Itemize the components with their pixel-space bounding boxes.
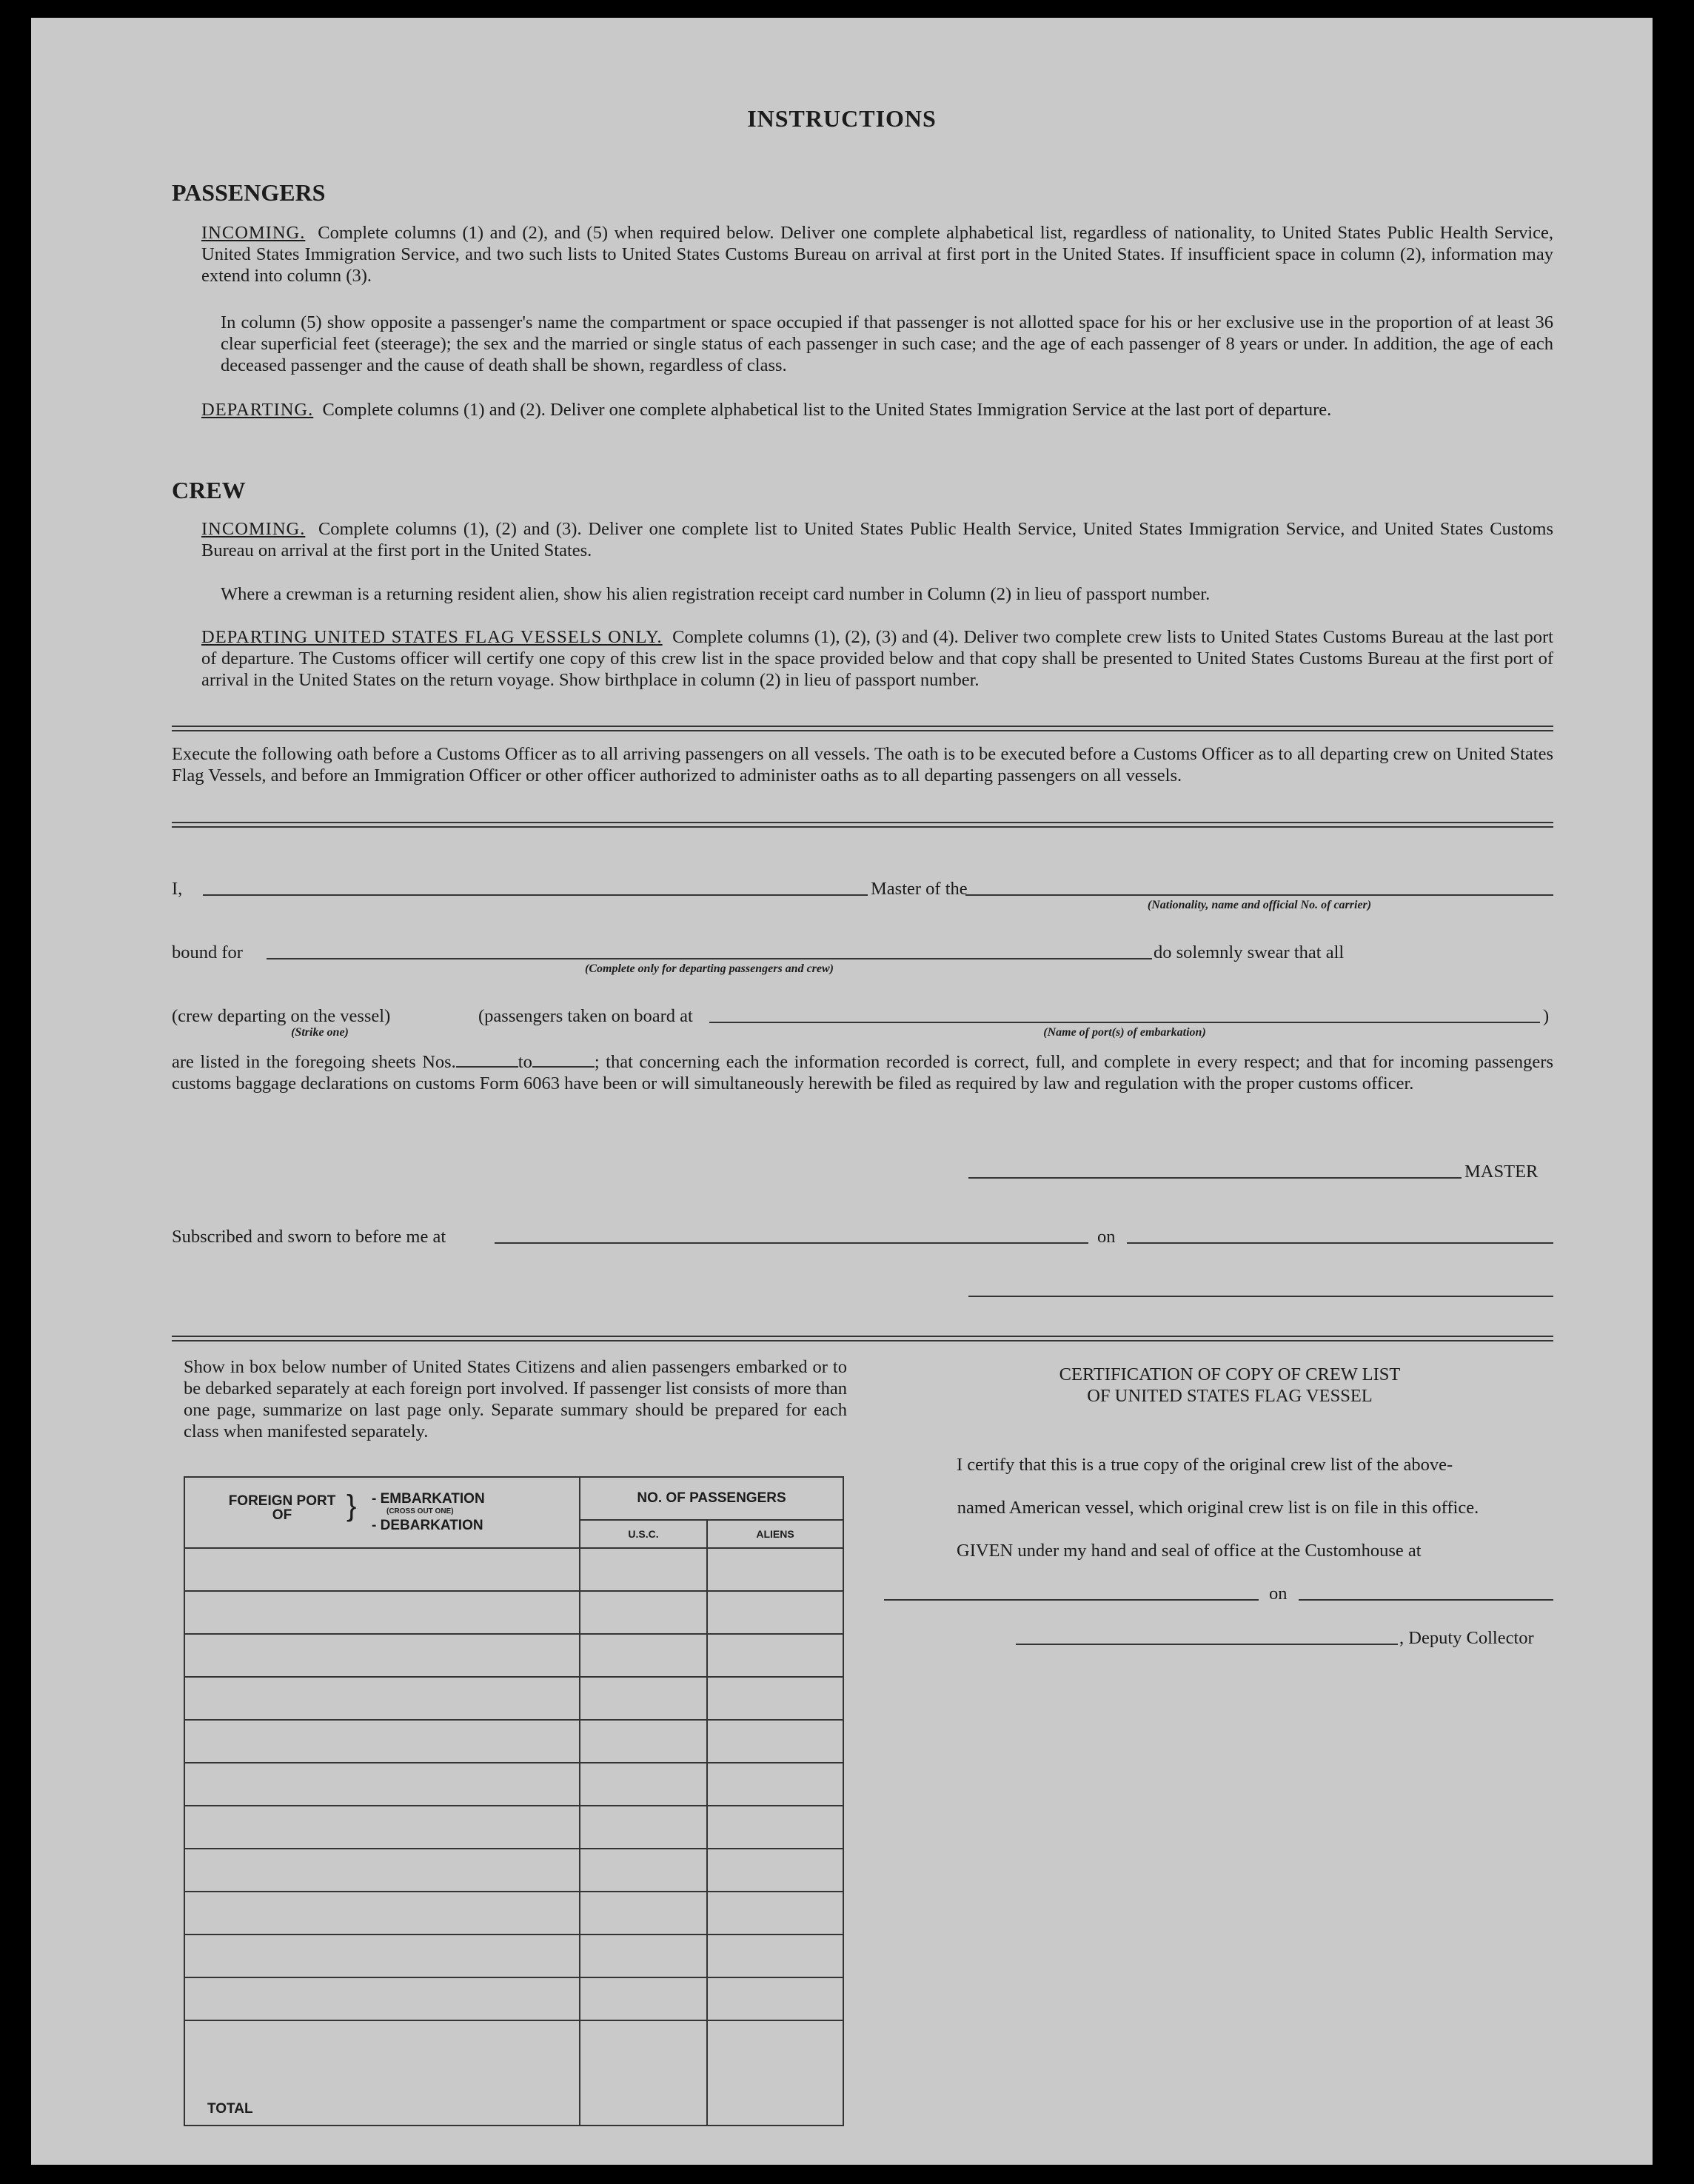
usc-cell[interactable]	[580, 1763, 707, 1806]
no-of-passengers-header: NO. OF PASSENGERS	[580, 1477, 843, 1520]
usc-header: U.S.C.	[580, 1520, 707, 1548]
port-cell[interactable]	[184, 1935, 580, 1977]
usc-cell[interactable]	[580, 1591, 707, 1634]
usc-cell[interactable]	[580, 1849, 707, 1892]
aliens-header: ALIENS	[707, 1520, 843, 1548]
usc-cell[interactable]	[580, 1634, 707, 1677]
master-of-the-label: Master of the	[871, 879, 968, 899]
summary-intro: Show in box below number of United States Citizens and alien passengers embarked or to be debarked separately at each foreign port involved. If passenger list consists of more than one page, summarize on last page only. Separate summary should be prepared for each class when manifested separately.	[184, 1357, 847, 1441]
certification-date-line[interactable]	[1299, 1599, 1553, 1601]
divider	[172, 726, 1553, 731]
subscribed-label: Subscribed and sworn to before me at	[172, 1227, 446, 1247]
deputy-collector-label: , Deputy Collector	[1399, 1628, 1534, 1648]
passengers-taken-option: (passengers taken on board at	[478, 1006, 693, 1026]
port-header	[184, 1477, 580, 1548]
port-cell[interactable]	[184, 1977, 580, 2020]
embarkation-label: - EMBARKATION	[372, 1491, 485, 1507]
aliens-cell[interactable]	[707, 1977, 843, 2020]
passengers-departing-text: Complete columns (1) and (2). Deliver one complete alphabetical list to the United States Immigration Service at the last port of departure.	[322, 400, 1332, 420]
given-text: GIVEN under my hand and seal of office at the Customhouse at	[957, 1541, 1422, 1561]
customhouse-line[interactable]	[884, 1599, 1259, 1601]
bound-for-label: bound for	[172, 942, 243, 962]
sworn-date-line[interactable]	[1127, 1242, 1553, 1244]
certify-line1: I certify that this is a true copy of the original crew list of the above-	[957, 1455, 1453, 1475]
usc-total-cell[interactable]	[580, 2020, 707, 2126]
sworn-on-label: on	[1097, 1227, 1116, 1247]
aliens-cell[interactable]	[707, 1763, 843, 1806]
passengers-heading: PASSENGERS	[172, 179, 326, 206]
aliens-cell[interactable]	[707, 1849, 843, 1892]
aliens-cell[interactable]	[707, 1548, 843, 1591]
listed-statement-a: are listed in the foregoing sheets Nos.	[172, 1052, 456, 1072]
bound-for-line[interactable]	[267, 958, 1152, 959]
crew-departing	[201, 626, 1553, 691]
port-cell[interactable]	[184, 1634, 580, 1677]
listed-statement-to: to	[518, 1052, 532, 1072]
divider	[172, 822, 1553, 828]
listed-statement	[172, 1051, 1553, 1094]
aliens-cell[interactable]	[707, 1591, 843, 1634]
crew-resident: Where a crewman is a returning resident alien, show his alien registration receipt card number in Column (2) in lieu of passport number.	[221, 584, 1211, 604]
certification-on-label: on	[1269, 1584, 1288, 1604]
usc-cell[interactable]	[580, 1806, 707, 1849]
certification-title-line2: OF UNITED STATES FLAG VESSEL	[1087, 1386, 1373, 1406]
master-name-line[interactable]	[203, 894, 868, 896]
passengers-departing-label: DEPARTING.	[201, 400, 314, 420]
certify-line2: named American vessel, which original crew list is on file in this office.	[957, 1498, 1479, 1518]
sheet-from-field[interactable]	[456, 1066, 518, 1068]
port-cell[interactable]	[184, 1806, 580, 1849]
form-page	[31, 18, 1653, 2165]
port-cell[interactable]	[184, 1677, 580, 1720]
usc-cell[interactable]	[580, 1720, 707, 1763]
aliens-cell[interactable]	[707, 1720, 843, 1763]
oath-instructions: Execute the following oath before a Customs Officer as to all arriving passengers on all vessels. The oath is to be executed before a Customs Officer as to all departing crew on United States Flag Vessels, and before an Immigration Officer or other officer authorized to administer oaths as to all departing passengers on all vessels.	[172, 744, 1553, 785]
passengers-incoming-text: Complete columns (1) and (2), and (5) when required below. Deliver one complete alphabetical list, regardless of nationality, to United States Public Health Service, United States Immigration Service, and two such lists to United States Customs Bureau on arrival at first port in the United States. If insufficient space in column (2), information may extend into column (3).	[201, 223, 1554, 286]
aliens-cell[interactable]	[707, 1677, 843, 1720]
port-cell[interactable]	[184, 1591, 580, 1634]
cross-out-label: (CROSS OUT ONE)	[386, 1507, 454, 1515]
bound-for-caption: (Complete only for departing passengers and crew)	[585, 962, 834, 975]
usc-cell[interactable]	[580, 1977, 707, 2020]
deputy-collector-line[interactable]	[1016, 1644, 1398, 1645]
crew-departing-label: DEPARTING UNITED STATES FLAG VESSELS ONLY.	[201, 627, 663, 647]
passenger-summary-table	[184, 1476, 844, 2126]
aliens-cell[interactable]	[707, 1806, 843, 1849]
passengers-departing	[201, 399, 1553, 421]
port-cell[interactable]	[184, 1892, 580, 1935]
sworn-place-line[interactable]	[495, 1242, 1088, 1244]
swear-label: do solemnly swear that all	[1154, 942, 1345, 962]
oath-i-label: I,	[172, 879, 183, 899]
certification-title-line1: CERTIFICATION OF COPY OF CREW LIST	[1059, 1364, 1401, 1384]
listed-statement-b: ; that concerning each the information recorded is correct, full, and complete in every respect; and that for incoming passengers customs baggage declarations on customs Form 6063 have been or will simultaneously herewith be filed as required by law and regulation with the proper customs officer.	[172, 1052, 1553, 1093]
port-cell[interactable]	[184, 1849, 580, 1892]
usc-cell[interactable]	[580, 1892, 707, 1935]
foreign-port-of-label: FOREIGN PORT OF	[228, 1493, 336, 1523]
aliens-total-cell[interactable]	[707, 2020, 843, 2126]
embarkation-port-line[interactable]	[709, 1022, 1540, 1023]
port-cell[interactable]	[184, 1548, 580, 1591]
carrier-line[interactable]	[965, 894, 1553, 896]
crew-incoming-text: Complete columns (1), (2) and (3). Deliver one complete list to United States Public Health Service, United States Immigration Service, and United States Customs Bureau on arrival at the first port in the United States.	[201, 519, 1553, 560]
strike-one-caption: (Strike one)	[291, 1026, 349, 1039]
master-signature-line[interactable]	[968, 1177, 1462, 1179]
aliens-cell[interactable]	[707, 1634, 843, 1677]
aliens-cell[interactable]	[707, 1892, 843, 1935]
passengers-incoming	[201, 222, 1553, 287]
aliens-cell[interactable]	[707, 1935, 843, 1977]
port-cell[interactable]	[184, 1720, 580, 1763]
crew-departing-option: (crew departing on the vessel)	[172, 1006, 391, 1026]
crew-departing-text: Complete columns (1), (2), (3) and (4). Deliver two complete crew lists to United States Customs Bureau at the last port of departure. The Customs officer will certify one copy of this crew list in the space provided below and that copy shall be presented to United States Customs Bureau at the first port of arrival in the United States on the return voyage. Show birthplace in column (2) in lieu of passport number.	[201, 627, 1553, 690]
passengers-column5: In column (5) show opposite a passenger's name the compartment or space occupied if that passenger is not allotted space for his or her exclusive use in the proportion of at least 36 clear superficial feet (steerage); the sex and the married or single status of each passenger in such case; and the age of each passenger of 8 years or under. In addition, the age of each deceased passenger and the cause of death shall be shown, regardless of class.	[221, 312, 1553, 375]
divider	[172, 1336, 1553, 1341]
carrier-caption: (Nationality, name and official No. of carrier)	[1147, 899, 1372, 911]
usc-cell[interactable]	[580, 1935, 707, 1977]
master-label: MASTER	[1464, 1162, 1539, 1182]
close-paren: )	[1543, 1006, 1550, 1026]
total-label: TOTAL	[184, 2020, 580, 2126]
embarkation-port-caption: (Name of port(s) of embarkation)	[1043, 1026, 1206, 1039]
crew-heading: CREW	[172, 477, 246, 503]
usc-cell[interactable]	[580, 1677, 707, 1720]
debarkation-label: - DEBARKATION	[372, 1518, 483, 1533]
brace-icon: }	[346, 1490, 357, 1522]
port-cell[interactable]	[184, 1763, 580, 1806]
sheet-to-field[interactable]	[532, 1066, 595, 1068]
passengers-incoming-label: INCOMING.	[201, 223, 306, 243]
crew-incoming-label: INCOMING.	[201, 519, 306, 539]
crew-incoming	[201, 518, 1553, 561]
usc-cell[interactable]	[580, 1548, 707, 1591]
page-title: INSTRUCTIONS	[747, 105, 937, 132]
certification-title	[906, 1364, 1553, 1407]
officer-signature-line[interactable]	[968, 1296, 1553, 1297]
